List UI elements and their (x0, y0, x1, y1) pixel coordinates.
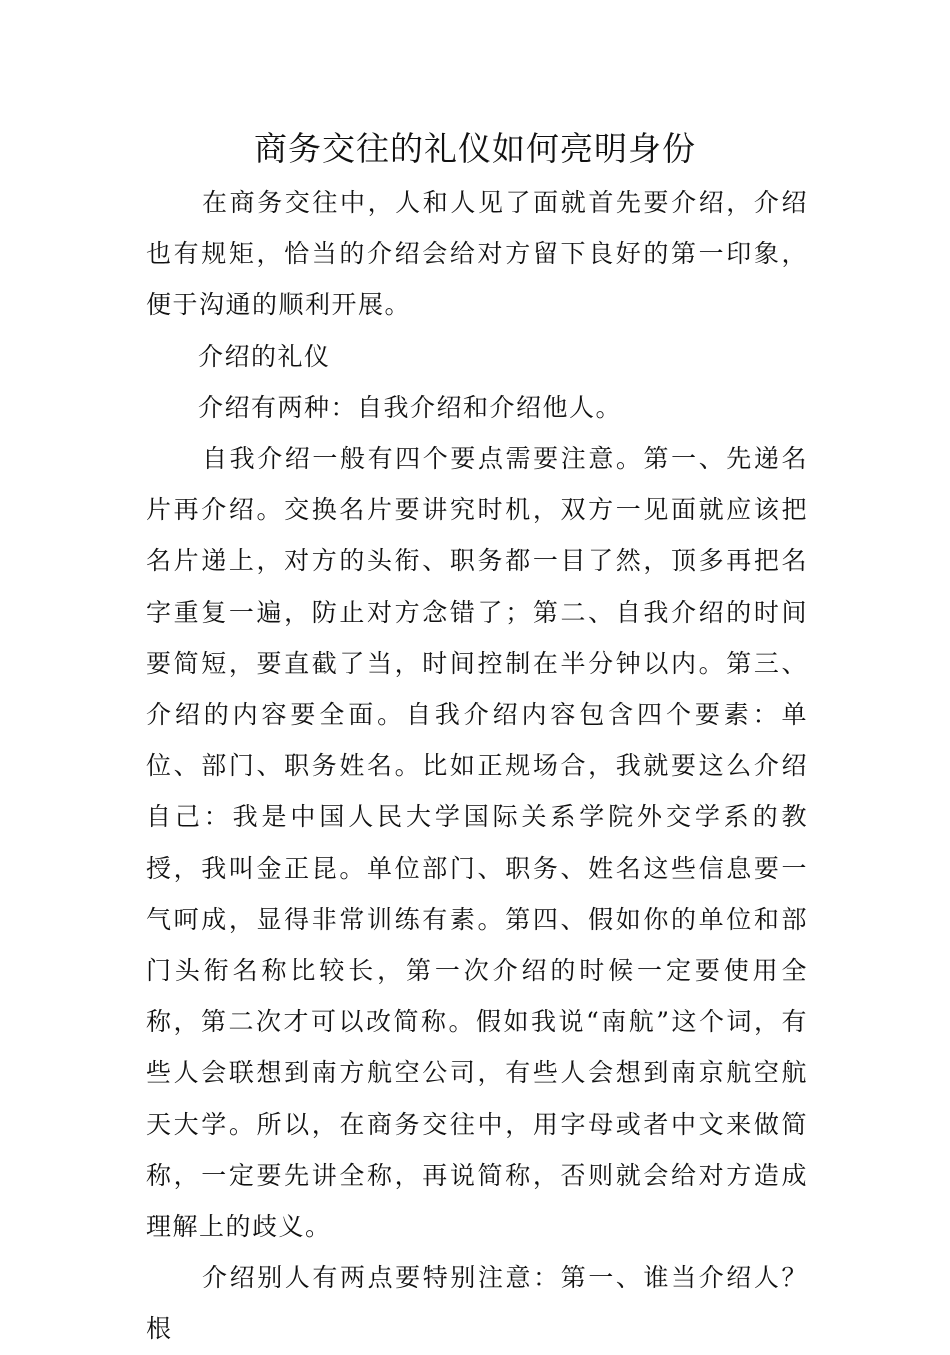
paragraph-introducing-others: 介绍别人有两点要特别注意：第一、谁当介绍人？根 (146, 1263, 808, 1344)
paragraph-two-types: 介绍有两种：自我介绍和介绍他人。 (198, 392, 623, 422)
paragraph-intro: 在商务交往中，人和人见了面就首先要介绍，介绍也有规矩，恰当的介绍会给对方留下良好的第一印象，便于沟通的顺利开展。 (146, 188, 808, 320)
document-body (146, 177, 808, 1355)
document-title: 商务交往的礼仪如何亮明身份 (254, 129, 696, 168)
paragraph-heading-etiquette: 介绍的礼仪 (198, 341, 331, 371)
paragraph-self-introduction: 自我介绍一般有四个要点需要注意。第一、先递名片再介绍。交换名片要讲究时机，双方一见面就应该把名片递上，对方的头衔、职务都一目了然，顶多再把名字重复一遍，防止对方念错了；第二、自我介绍的时间要简短，要直截了当，时间控制在半分钟以内。第三、介绍的内容要全面。自我介绍内容包含四个要素：单位、部门、职务姓名。比如正规场合，我就要这么介绍自己：我是中国人民大学国际关系学院外交学系的教授，我叫金正昆。单位部门、职务、姓名这些信息要一气呵成，显得非常训练有素。第四、假如你的单位和部门头衔名称比较长，第一次介绍的时候一定要使用全称，第二次才可以改简称。假如我说“南航”这个词，有些人会联想到南方航空公司，有些人会想到南京航空航天大学。所以，在商务交往中，用字母或者中文来做简称，一定要先讲全称，再说简称，否则就会给对方造成理解上的歧义。 (146, 444, 808, 1242)
